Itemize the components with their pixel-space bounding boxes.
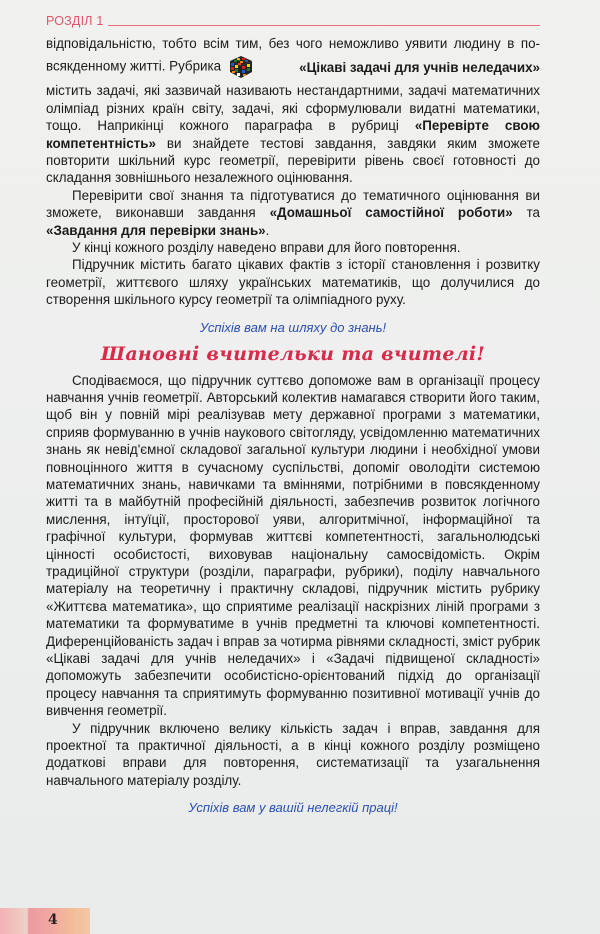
text-span: . xyxy=(265,222,270,238)
paragraph-3: У кінці кожного розділу наведено вправи для його повторення. xyxy=(72,240,461,256)
text-span: ви знайдете тестові завдання, завдяки яким зможете повторити шкільний курс геометрії, перевірити рівень своєї готовності до складання зовнішнього незалежного оцінювання. xyxy=(46,135,540,186)
header-divider xyxy=(108,25,540,27)
wish-students: Успіхів вам на шляху до знань! xyxy=(199,319,387,335)
paragraph-1-line-1: відповідальністю, тобто всім тим, без чого неможливо уявити людину в по- xyxy=(46,36,540,51)
rubric-name-knowledge-check: «Завдання для перевірки знань» xyxy=(46,222,266,238)
paragraph-2 xyxy=(46,187,540,239)
rubric-title: «Цікаві задачі для учнів неледачих» xyxy=(299,59,540,75)
rubric-line xyxy=(46,54,540,80)
paragraph-1-rest xyxy=(46,82,540,186)
rubric-name-competence: «Перевірте свою компетентність» xyxy=(46,118,540,151)
text-span: містить задачі, які зазвичай називають нестандартними, задачі математичних олімпіад різних країн світу, задачі, які сформулювали видатні математики, тощо. Наприкінці кожного параграфа в рубриці xyxy=(46,83,540,134)
page-content xyxy=(46,35,540,827)
rubric-name-homework: «Домашньої самостійної роботи» xyxy=(269,205,513,221)
page-number-strip xyxy=(0,908,90,934)
page-number: 4 xyxy=(48,912,58,928)
text-span: та xyxy=(512,205,540,221)
paragraph-5: Сподіваємося, що підручник суттєво допоможе вам в організації процесу навчання учнів геометрії. Авторський колектив намагався створити його таким, щоб він у повній мірі реалізував мету державної програми з математики, сприяв формуванню в учнів наукового світогляду, усвідомленню математичних знань як невід'ємної складової загальної культури людини і необхідної умови повноцінного життя в сучасному суспільстві, допоміг оволодіти системою математичних знань, навичками та вміннями, потрібними в повсякденному житті та в майбутній професійній діяльності, забезпечив розвиток логічного мислення, інтуїції, просторової уяви, алгоритмічної, інформаційної та графічної культури, формував життєві компетентності, загальнолюдські цінності особистості, виховував національну самосвідомість. Окрім традиційної структури (розділи, параграфи, рубрики), поділу навчального матеріалу на теоретичну і практичну складові, підручник містить рубрику «Життєва математика», що сприятиме реалізації наскрізних ліній програми з математики та формуватиме в учнів предметні та ключові компетентності. Диференційованість задач і вправ за чотирма рівнями складності, зміст рубрик «Цікаві задачі для учнів неледачих» і «Задачі підвищеної складності» допоможуть забезпечити особистісно-орієнтований підхід до організації процесу навчання та сприятимуть формуванню позитивної мотивації учнів до вивчення геометрії. xyxy=(46,372,541,719)
paragraph-4: Підручник містить багато цікавих фактів з історії становлення і розвитку геометрії, життєвого шляху українських математиків, що долучилися до створення шкільного курсу геометрії та олімпіадного руху. xyxy=(46,257,540,308)
section-label: РОЗДІЛ 1 xyxy=(46,14,104,28)
wish-teachers: Успіхів вам у вашій нелегкій праці! xyxy=(188,800,398,816)
rubiks-cube-icon xyxy=(229,55,253,79)
paragraph-6: У підручник включено велику кількість задач і вправ, завдання для проектної та практичної діяльності, а в кінці кожного розділу розміщено додаткові вправи для повторення, систематизації та узагальнення навчального матеріалу розділу. xyxy=(46,720,540,788)
rubric-intro-text: всякденному житті. Рубрика xyxy=(46,58,222,74)
section-header xyxy=(46,10,540,28)
teachers-heading: Шановні вчительки та вчителі! xyxy=(100,343,486,366)
text-span: Перевірити свої знання та підготуватися до тематичного оцінювання ви зможете, виконавши завдання xyxy=(46,187,540,221)
rubric-intro xyxy=(46,55,257,79)
